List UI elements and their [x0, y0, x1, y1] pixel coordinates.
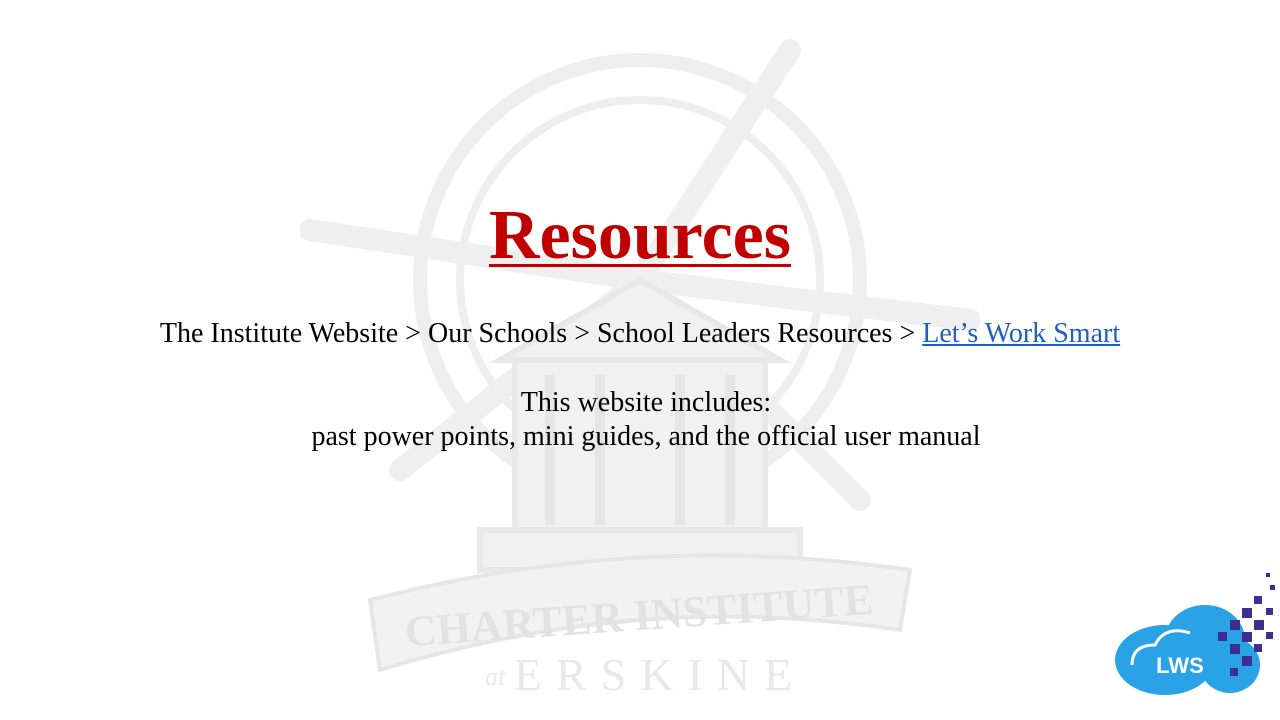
charter-institute-watermark [300, 30, 980, 710]
description [0, 386, 1280, 454]
logo-text: LWS [1156, 653, 1204, 678]
lets-work-smart-link[interactable]: Let’s Work Smart [922, 318, 1121, 349]
breadcrumb [0, 314, 1280, 354]
watermark-at: at [485, 662, 506, 691]
watermark-line2: ERSKINE [513, 649, 807, 700]
description-line2: past power points, mini guides, and the official user manual [311, 421, 981, 452]
cloud-pixel-logo-icon [1110, 565, 1280, 705]
watermark-line1: CHARTER INSTITUTE [403, 574, 875, 657]
description-line1: This website includes: [520, 387, 772, 418]
breadcrumb-path: The Institute Website > Our Schools > School Leaders Resources > [159, 318, 923, 349]
slide-title: Resources [489, 197, 791, 274]
